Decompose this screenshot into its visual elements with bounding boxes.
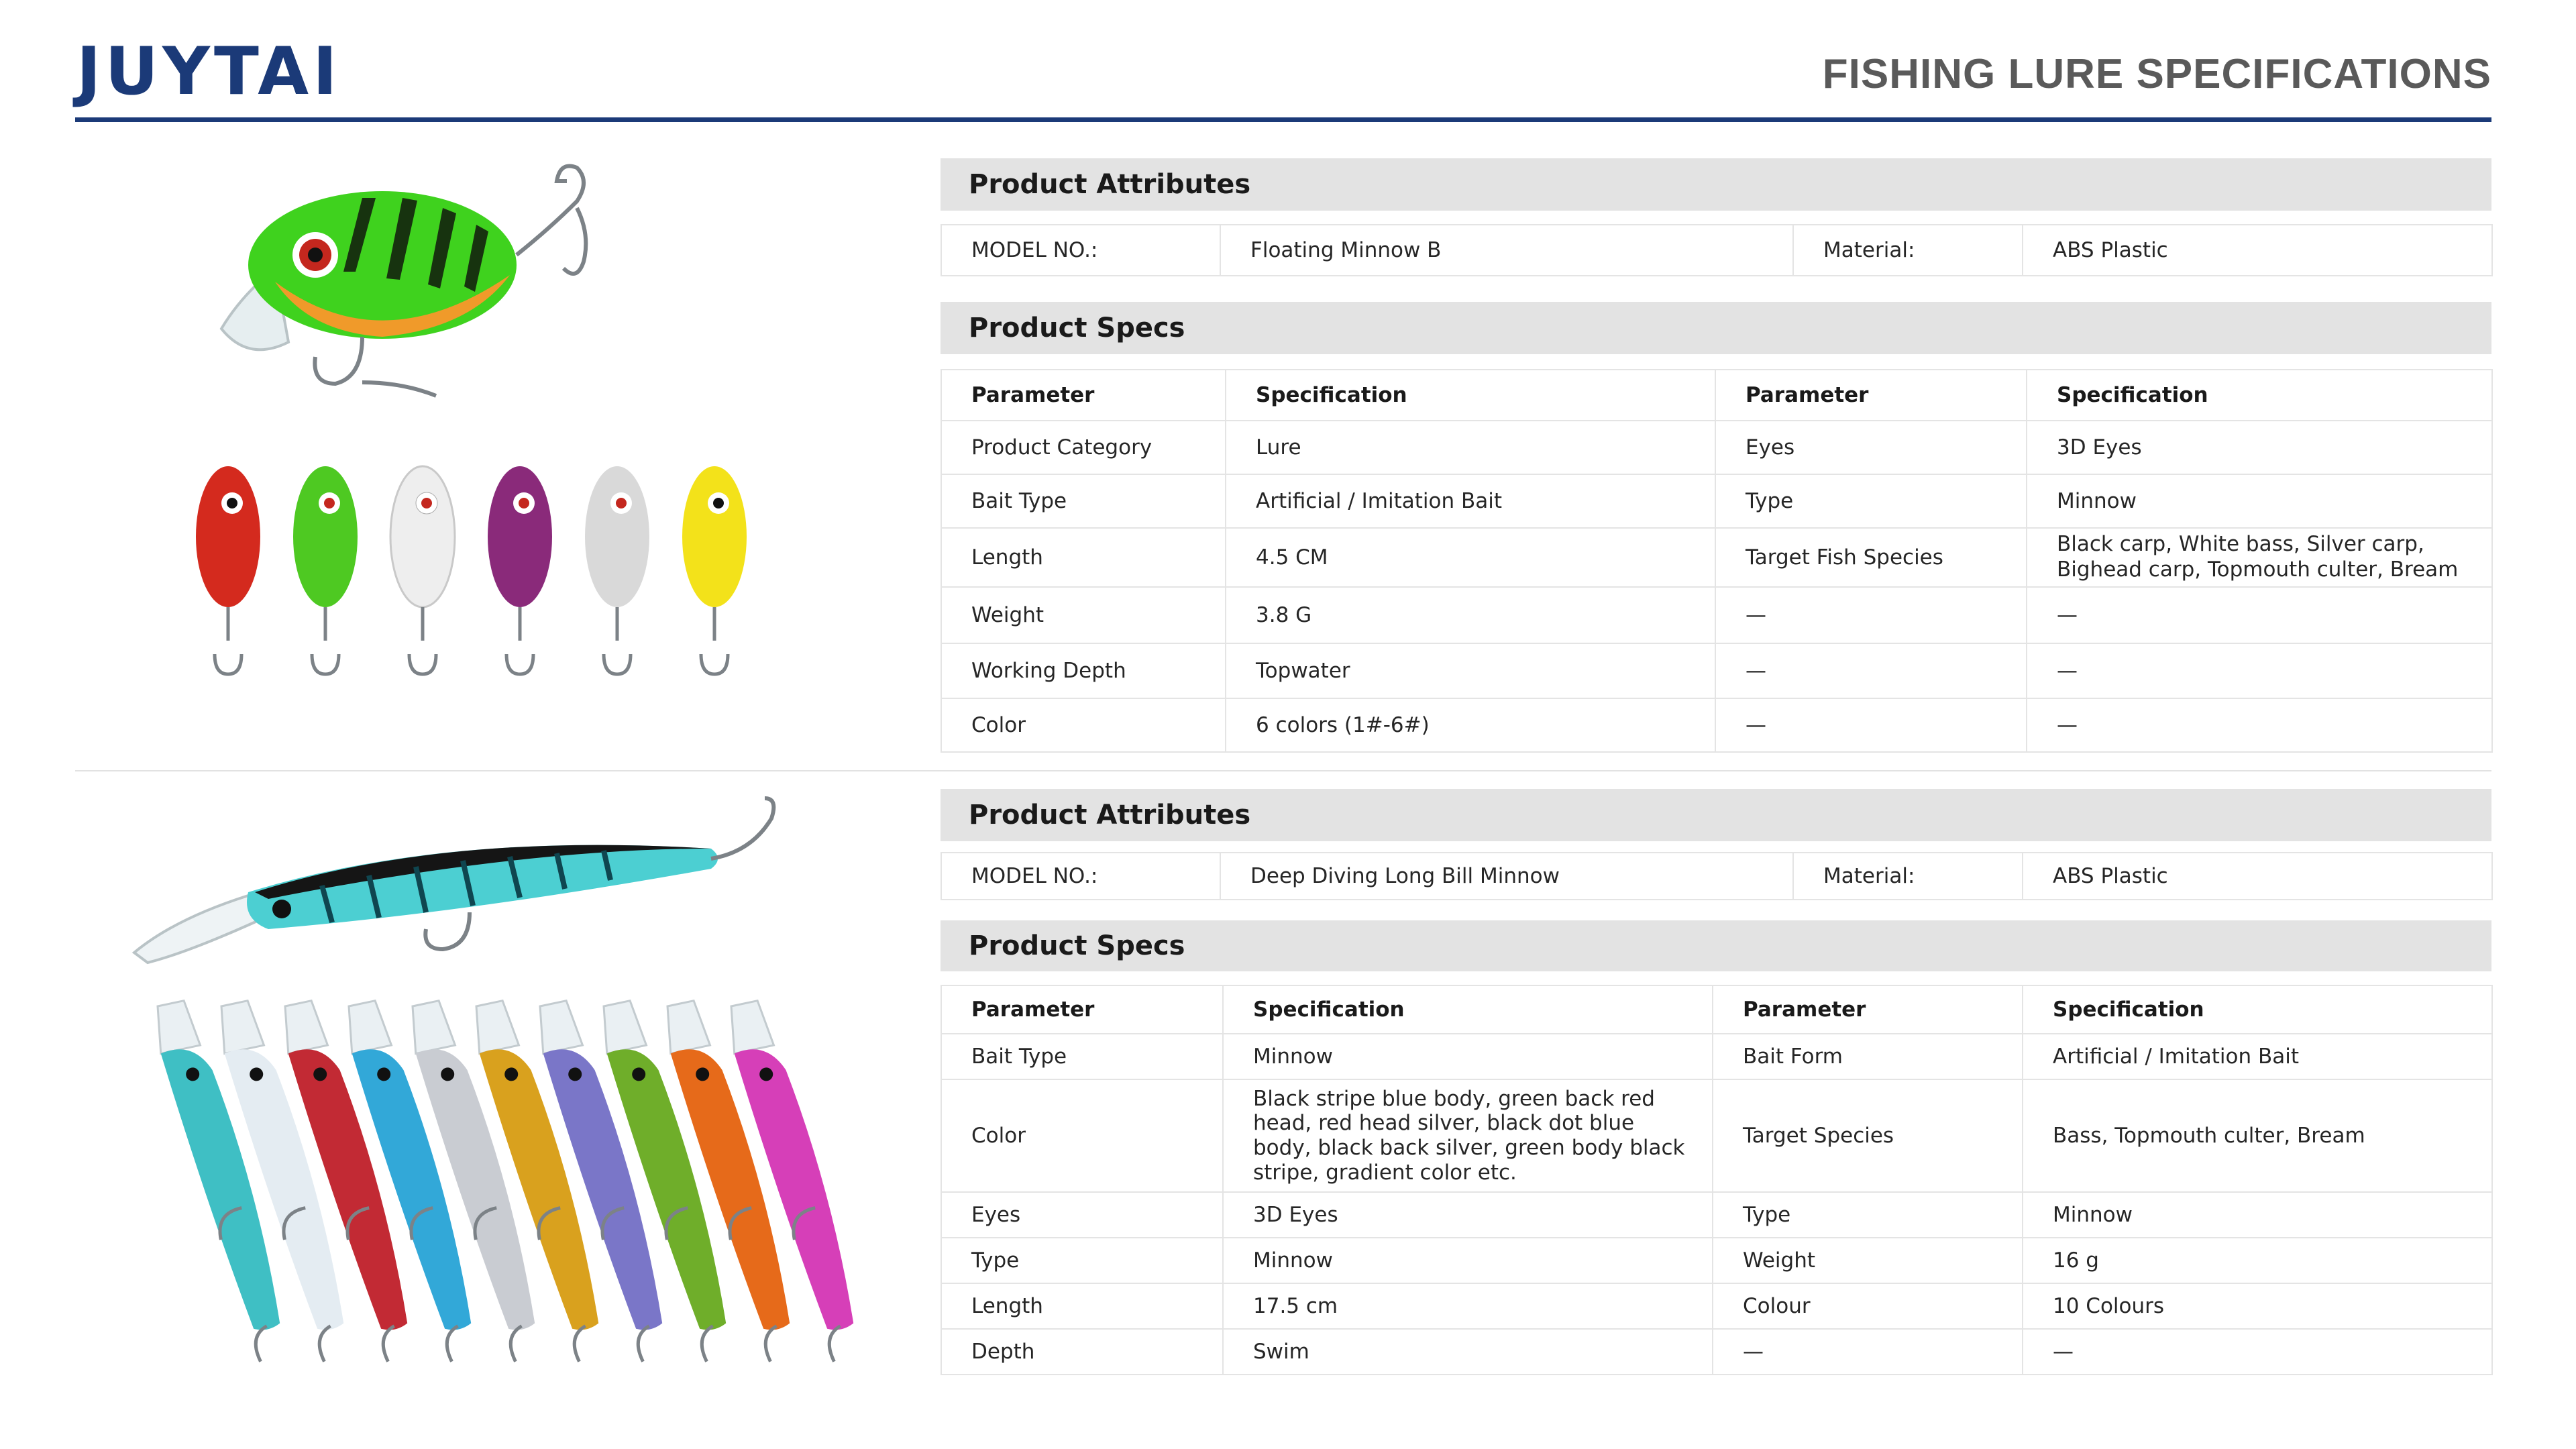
table-cell: Product Category [941, 421, 1226, 474]
column-header: Parameter [941, 370, 1226, 421]
table-cell: Minnow [1223, 1238, 1713, 1283]
product-2-attributes [941, 789, 2491, 841]
product-specs-heading: Product Specs [941, 920, 2491, 971]
model-label: MODEL NO.: [941, 225, 1220, 276]
table-cell: Bait Type [941, 474, 1226, 528]
table-cell: — [2027, 698, 2492, 752]
table-cell: Minnow [2027, 474, 2492, 528]
table-row [941, 1238, 2492, 1283]
table-cell: — [2023, 1329, 2492, 1375]
column-header: Parameter [1713, 985, 2023, 1034]
table-cell: Target Fish Species [1715, 528, 2027, 587]
product-2-specs-table [941, 985, 2491, 1375]
document-title: FISHING LURE SPECIFICATIONS [1822, 51, 2491, 97]
product-attributes-heading: Product Attributes [941, 158, 2491, 211]
table-cell: Bass, Topmouth culter, Bream [2023, 1079, 2492, 1192]
table-cell: 4.5 CM [1226, 528, 1715, 587]
table-cell: Length [941, 528, 1226, 587]
product-1-specs-table [941, 369, 2491, 753]
table-cell: Weight [1713, 1238, 2023, 1283]
table-row [941, 1329, 2492, 1375]
table-cell: Black carp, White bass, Silver carp, Bighead carp, Topmouth culter, Bream [2027, 528, 2492, 587]
product-2-specs [941, 920, 2491, 971]
table-cell: Swim [1223, 1329, 1713, 1375]
column-header: Specification [1223, 985, 1713, 1034]
table-cell: Bait Form [1713, 1034, 2023, 1079]
table-cell: 6 colors (1#-6#) [1226, 698, 1715, 752]
minnow-product-photo [121, 785, 872, 1382]
table-cell: Topwater [1226, 643, 1715, 698]
column-header: Specification [2027, 370, 2492, 421]
column-header: Parameter [1715, 370, 2027, 421]
table-cell: 3D Eyes [2027, 421, 2492, 474]
product-1-attributes [941, 158, 2491, 211]
table-cell: Type [1715, 474, 2027, 528]
header-rule [75, 117, 2491, 122]
product-1-specs [941, 302, 2491, 354]
hero-minnow [134, 798, 773, 963]
table-cell: 3D Eyes [1223, 1192, 1713, 1238]
table-row [941, 698, 2492, 752]
minnow-variant-row [151, 995, 862, 1368]
table-cell: 16 g [2023, 1238, 2492, 1283]
material-value: ABS Plastic [2023, 225, 2492, 276]
product-specs-heading: Product Specs [941, 302, 2491, 354]
brand-logo: JUYTAI [76, 34, 341, 110]
table-cell: 3.8 G [1226, 587, 1715, 643]
hero-crankbait [221, 166, 586, 396]
table-cell: Artificial / Imitation Bait [2023, 1034, 2492, 1079]
table-cell: Color [941, 1079, 1223, 1192]
table-row [941, 1283, 2492, 1329]
table-cell: Type [1713, 1192, 2023, 1238]
table-cell: — [1715, 698, 2027, 752]
table-cell: — [2027, 643, 2492, 698]
table-row [941, 1079, 2492, 1192]
table-row [941, 421, 2492, 474]
material-label: Material: [1793, 853, 2023, 900]
crankbait-product-photo [161, 161, 832, 738]
table-cell: — [1715, 587, 2027, 643]
table-cell: Lure [1226, 421, 1715, 474]
table-cell: Working Depth [941, 643, 1226, 698]
material-value: ABS Plastic [2023, 853, 2492, 900]
table-cell: Depth [941, 1329, 1223, 1375]
table-cell: Colour [1713, 1283, 2023, 1329]
table-row [941, 474, 2492, 528]
table-cell: Target Species [1713, 1079, 2023, 1192]
column-header: Specification [1226, 370, 1715, 421]
table-cell: Eyes [1715, 421, 2027, 474]
table-cell: Minnow [2023, 1192, 2492, 1238]
product-attributes-heading: Product Attributes [941, 789, 2491, 841]
section-divider [75, 770, 2491, 771]
column-header: Parameter [941, 985, 1223, 1034]
table-cell: Eyes [941, 1192, 1223, 1238]
table-row [941, 1034, 2492, 1079]
table-row [941, 528, 2492, 587]
table-cell: Weight [941, 587, 1226, 643]
model-label: MODEL NO.: [941, 853, 1220, 900]
model-row [941, 853, 2492, 900]
table-cell: Minnow [1223, 1034, 1713, 1079]
table-cell: — [1713, 1329, 2023, 1375]
product-1-attributes-table [941, 224, 2491, 276]
table-cell: Bait Type [941, 1034, 1223, 1079]
table-cell: Color [941, 698, 1226, 752]
table-cell: Artificial / Imitation Bait [1226, 474, 1715, 528]
table-row [941, 587, 2492, 643]
table-cell: Black stripe blue body, green back red head, red head silver, black dot blue body, black back silver, green body black stripe, gradient color etc. [1223, 1079, 1713, 1192]
table-cell: Length [941, 1283, 1223, 1329]
table-row [941, 643, 2492, 698]
table-cell: Type [941, 1238, 1223, 1283]
model-row [941, 225, 2492, 276]
crankbait-variant-row [196, 466, 747, 674]
model-value: Deep Diving Long Bill Minnow [1220, 853, 1793, 900]
column-header: Specification [2023, 985, 2492, 1034]
model-value: Floating Minnow B [1220, 225, 1793, 276]
specs-header-row [941, 370, 2492, 421]
specs-header-row [941, 985, 2492, 1034]
table-cell: 17.5 cm [1223, 1283, 1713, 1329]
material-label: Material: [1793, 225, 2023, 276]
table-row [941, 1192, 2492, 1238]
table-cell: — [2027, 587, 2492, 643]
product-2-attributes-table [941, 852, 2491, 900]
table-cell: — [1715, 643, 2027, 698]
table-cell: 10 Colours [2023, 1283, 2492, 1329]
